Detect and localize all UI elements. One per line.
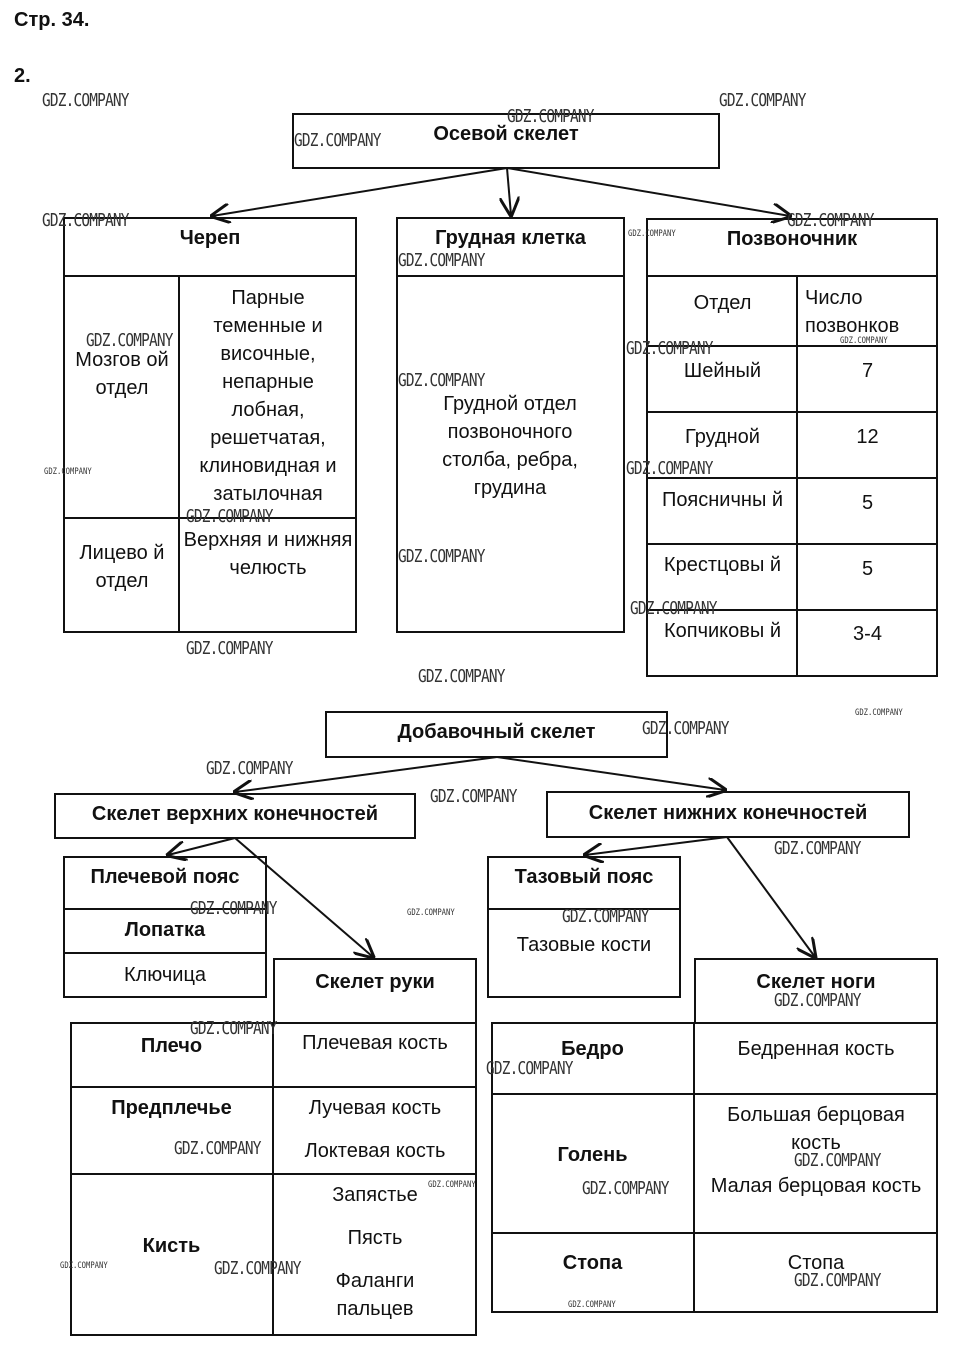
watermark: GDZ.COMPANY xyxy=(86,330,173,351)
spine-section: Копчиковы й xyxy=(663,620,782,642)
watermark: GDZ.COMPANY xyxy=(486,1058,573,1079)
watermark: GDZ.COMPANY xyxy=(60,1261,108,1271)
spine-section: Шейный xyxy=(683,360,762,382)
girdle-item: Тазовые кости xyxy=(516,934,652,956)
watermark: GDZ.COMPANY xyxy=(582,1178,669,1199)
watermark: GDZ.COMPANY xyxy=(186,638,273,659)
arm-bone: Запястье xyxy=(332,1184,418,1206)
girdle-item: Ключица xyxy=(123,964,207,986)
watermark: GDZ.COMPANY xyxy=(206,758,293,779)
arrow-to-skull xyxy=(212,168,507,216)
leg-part: Голень xyxy=(557,1144,628,1166)
leg-title: Скелет ноги xyxy=(756,971,876,993)
watermark: GDZ.COMPANY xyxy=(642,718,729,739)
arm-bone: Пясть xyxy=(347,1227,403,1249)
watermark: GDZ.COMPANY xyxy=(42,90,129,111)
spine-count: 5 xyxy=(861,558,874,580)
watermark: GDZ.COMPANY xyxy=(407,908,455,918)
watermark: GDZ.COMPANY xyxy=(418,666,505,687)
spine-title: Позвоночник xyxy=(726,228,858,250)
watermark: GDZ.COMPANY xyxy=(626,338,713,359)
watermark: GDZ.COMPANY xyxy=(190,1018,277,1039)
watermark: GDZ.COMPANY xyxy=(628,229,676,239)
shoulder-girdle-title: Плечевой пояс xyxy=(90,866,240,888)
skull-part: Лицево й отдел xyxy=(79,542,165,592)
arm-bone: Фаланги пальцев xyxy=(335,1270,415,1320)
leg-part: Бедро xyxy=(561,1038,624,1060)
arrow-to-spine xyxy=(507,168,790,216)
watermark: GDZ.COMPANY xyxy=(428,1180,476,1190)
spine-col-header: Число позвонков xyxy=(805,287,900,337)
arm-title: Скелет руки xyxy=(315,971,435,993)
watermark: GDZ.COMPANY xyxy=(840,336,888,346)
watermark: GDZ.COMPANY xyxy=(719,90,806,111)
skull-part: Мозгов ой отдел xyxy=(75,349,169,399)
watermark: GDZ.COMPANY xyxy=(430,786,517,807)
pelvic-girdle-title: Тазовый пояс xyxy=(514,866,654,888)
arm-part: Плечо xyxy=(140,1035,203,1057)
watermark: GDZ.COMPANY xyxy=(186,506,273,527)
watermark: GDZ.COMPANY xyxy=(787,210,874,231)
watermark: GDZ.COMPANY xyxy=(44,467,92,477)
chest-title: Грудная клетка xyxy=(435,227,586,249)
arm-part: Предплечье xyxy=(111,1097,232,1119)
watermark: GDZ.COMPANY xyxy=(794,1270,881,1291)
leg-bone: Большая берцовая кость xyxy=(727,1104,905,1154)
skull-title: Череп xyxy=(179,227,241,249)
spine-col-header: Отдел xyxy=(693,292,752,314)
arm-bone: Плечевая кость xyxy=(302,1032,448,1054)
watermark: GDZ.COMPANY xyxy=(630,598,717,619)
spine-count: 5 xyxy=(861,492,874,514)
leg-bone: Стопа xyxy=(787,1252,845,1274)
lower-limbs-title: Скелет нижних конечностей xyxy=(588,802,868,824)
watermark: GDZ.COMPANY xyxy=(214,1258,301,1279)
leg-part: Стопа xyxy=(562,1252,623,1274)
watermark: GDZ.COMPANY xyxy=(562,906,649,927)
watermark: GDZ.COMPANY xyxy=(794,1150,881,1171)
task-number: 2. xyxy=(14,65,31,87)
watermark: GDZ.COMPANY xyxy=(398,250,485,271)
skull-bones: Парные теменные и височные, непарные лобная, решетчатая, клиновидная и затылочная xyxy=(199,287,337,505)
arm-bone: Локтевая кость xyxy=(304,1140,446,1162)
leg-bone: Бедренная кость xyxy=(737,1038,895,1060)
spine-section: Поясничны й xyxy=(661,489,784,511)
arm-bone: Лучевая кость xyxy=(308,1097,442,1119)
watermark: GDZ.COMPANY xyxy=(42,210,129,231)
watermark: GDZ.COMPANY xyxy=(855,708,903,718)
leg-bone: Малая берцовая кость xyxy=(710,1175,922,1197)
spine-count: 3-4 xyxy=(853,623,882,645)
watermark: GDZ.COMPANY xyxy=(626,458,713,479)
accessory-title: Добавочный скелет xyxy=(397,721,596,743)
watermark: GDZ.COMPANY xyxy=(190,898,277,919)
upper-limbs-title: Скелет верхних конечностей xyxy=(91,803,379,825)
watermark: GDZ.COMPANY xyxy=(568,1300,616,1310)
watermark: GDZ.COMPANY xyxy=(507,106,594,127)
spine-section: Грудной xyxy=(685,426,760,448)
axial-title: Осевой скелет xyxy=(433,123,579,145)
watermark: GDZ.COMPANY xyxy=(398,546,485,567)
arm-part: Кисть xyxy=(142,1235,201,1257)
arrow-to-shoulder xyxy=(168,838,235,855)
watermark: GDZ.COMPANY xyxy=(398,370,485,391)
skull-bones: Верхняя и нижняя челюсть xyxy=(183,529,353,579)
arrow-to-chest xyxy=(507,168,511,215)
watermark: GDZ.COMPANY xyxy=(774,990,861,1011)
arrow-to-pelvis xyxy=(585,837,727,855)
spine-count: 7 xyxy=(861,360,874,382)
chest-content: Грудной отдел позвоночного столба, ребра, грудина xyxy=(442,393,578,499)
girdle-item: Лопатка xyxy=(124,919,206,941)
page-label: Стр. 34. xyxy=(14,9,90,31)
watermark: GDZ.COMPANY xyxy=(174,1138,261,1159)
watermark: GDZ.COMPANY xyxy=(774,838,861,859)
watermark: GDZ.COMPANY xyxy=(294,130,381,151)
spine-count: 12 xyxy=(856,426,879,448)
arrow-to-lower xyxy=(497,757,725,790)
spine-section: Крестцовы й xyxy=(663,554,782,576)
